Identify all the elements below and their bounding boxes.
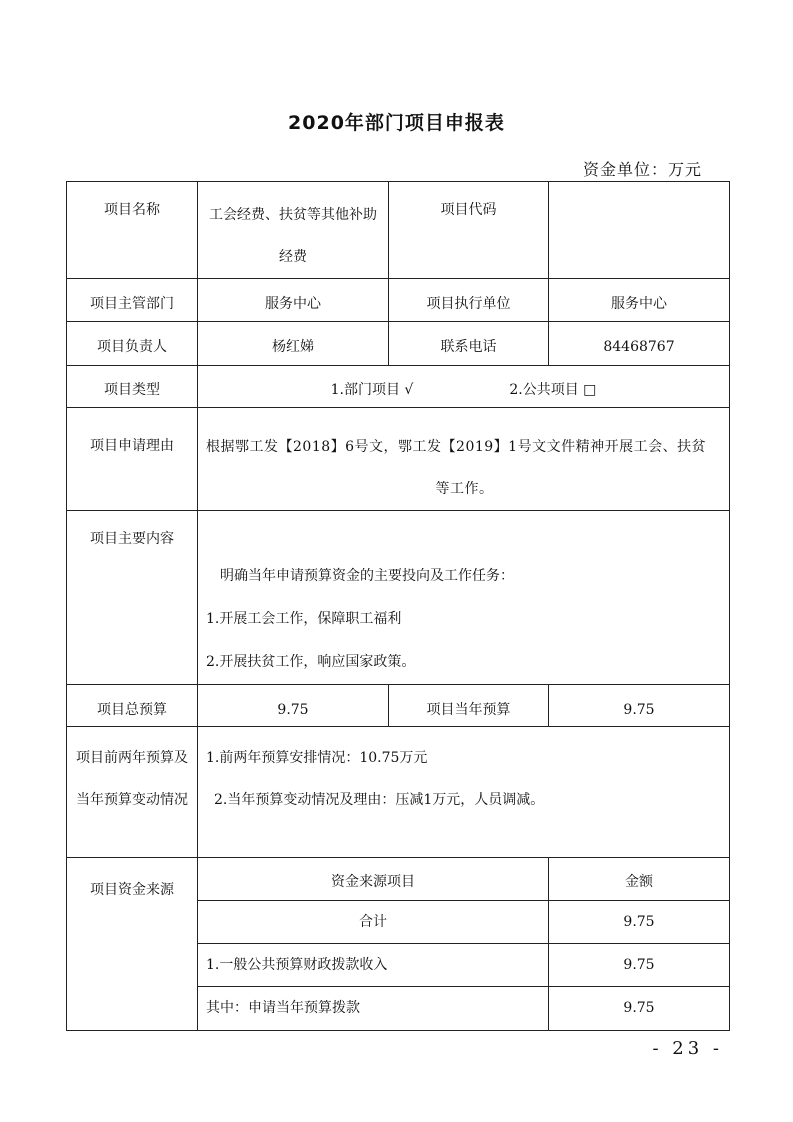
year-budget-label: 项目当年预算 — [389, 685, 549, 727]
row-content — [67, 511, 730, 685]
fund-amount-general: 9.75 — [549, 944, 730, 987]
fund-item-general: 1.一般公共预算财政拨款收入 — [198, 944, 549, 987]
content-label: 项目主要内容 — [67, 511, 198, 685]
project-code-label: 项目代码 — [389, 182, 549, 279]
content-value — [198, 511, 730, 685]
row-fund-header — [67, 858, 730, 901]
content-line-3: 2.开展扶贫工作，响应国家政策。 — [206, 654, 416, 670]
previous-budget-line-1: 1.前两年预算安排情况：10.75万元 — [206, 750, 428, 766]
row-department — [67, 279, 730, 322]
reason-value — [198, 408, 730, 511]
department-value: 服务中心 — [198, 279, 389, 322]
page-number: - 23 - — [652, 1038, 723, 1059]
row-project-name — [67, 182, 730, 279]
fund-header-amount: 金额 — [549, 858, 730, 901]
project-type-label: 项目类型 — [67, 366, 198, 408]
unit-label: 资金单位：万元 — [582, 160, 702, 179]
row-previous-budget — [67, 727, 730, 858]
reason-line-1: 根据鄂工发【2018】6号文，鄂工发【2019】1号文文件精神开展工会、扶贫 — [206, 439, 707, 455]
page-title: 2020年部门项目申报表 — [288, 112, 505, 134]
year-budget-value: 9.75 — [549, 685, 730, 727]
row-owner — [67, 322, 730, 366]
project-name-value: 工会经费、扶贫等其他补助经费 — [198, 182, 389, 279]
type-option-department: 1.部门项目 √ — [330, 382, 414, 399]
owner-label: 项目负责人 — [67, 322, 198, 366]
project-type-options — [198, 366, 730, 408]
fund-amount-apply: 9.75 — [549, 987, 730, 1031]
fund-source-label: 项目资金来源 — [67, 858, 198, 1031]
fund-item-total: 合计 — [198, 901, 549, 944]
fund-item-apply: 其中：申请当年预算拨款 — [198, 987, 549, 1031]
reason-line-2: 等工作。 — [435, 481, 494, 497]
row-budget — [67, 685, 730, 727]
phone-value: 84468767 — [549, 322, 730, 366]
row-project-type — [67, 366, 730, 408]
content-line-1: 明确当年申请预算资金的主要投向及工作任务： — [220, 568, 514, 584]
project-name-label: 项目名称 — [67, 182, 198, 279]
total-budget-label: 项目总预算 — [67, 685, 198, 727]
reason-label: 项目申请理由 — [67, 408, 198, 511]
executing-unit-value: 服务中心 — [549, 279, 730, 322]
fund-header-item: 资金来源项目 — [198, 858, 549, 901]
fund-amount-total: 9.75 — [549, 901, 730, 944]
previous-budget-line-2: 2.当年预算变动情况及理由：压减1万元，人员调减。 — [214, 792, 545, 808]
executing-unit-label: 项目执行单位 — [389, 279, 549, 322]
owner-value: 杨红娣 — [198, 322, 389, 366]
phone-label: 联系电话 — [389, 322, 549, 366]
previous-budget-value — [198, 727, 730, 858]
department-label: 项目主管部门 — [67, 279, 198, 322]
row-reason — [67, 408, 730, 511]
previous-budget-label: 项目前两年预算及当年预算变动情况 — [67, 727, 198, 858]
content-line-2: 1.开展工会工作，保障职工福利 — [206, 611, 402, 627]
type-option-public: 2.公共项目 □ — [509, 382, 597, 399]
total-budget-value: 9.75 — [198, 685, 389, 727]
project-application-table — [66, 181, 730, 1031]
project-code-value — [549, 182, 730, 279]
